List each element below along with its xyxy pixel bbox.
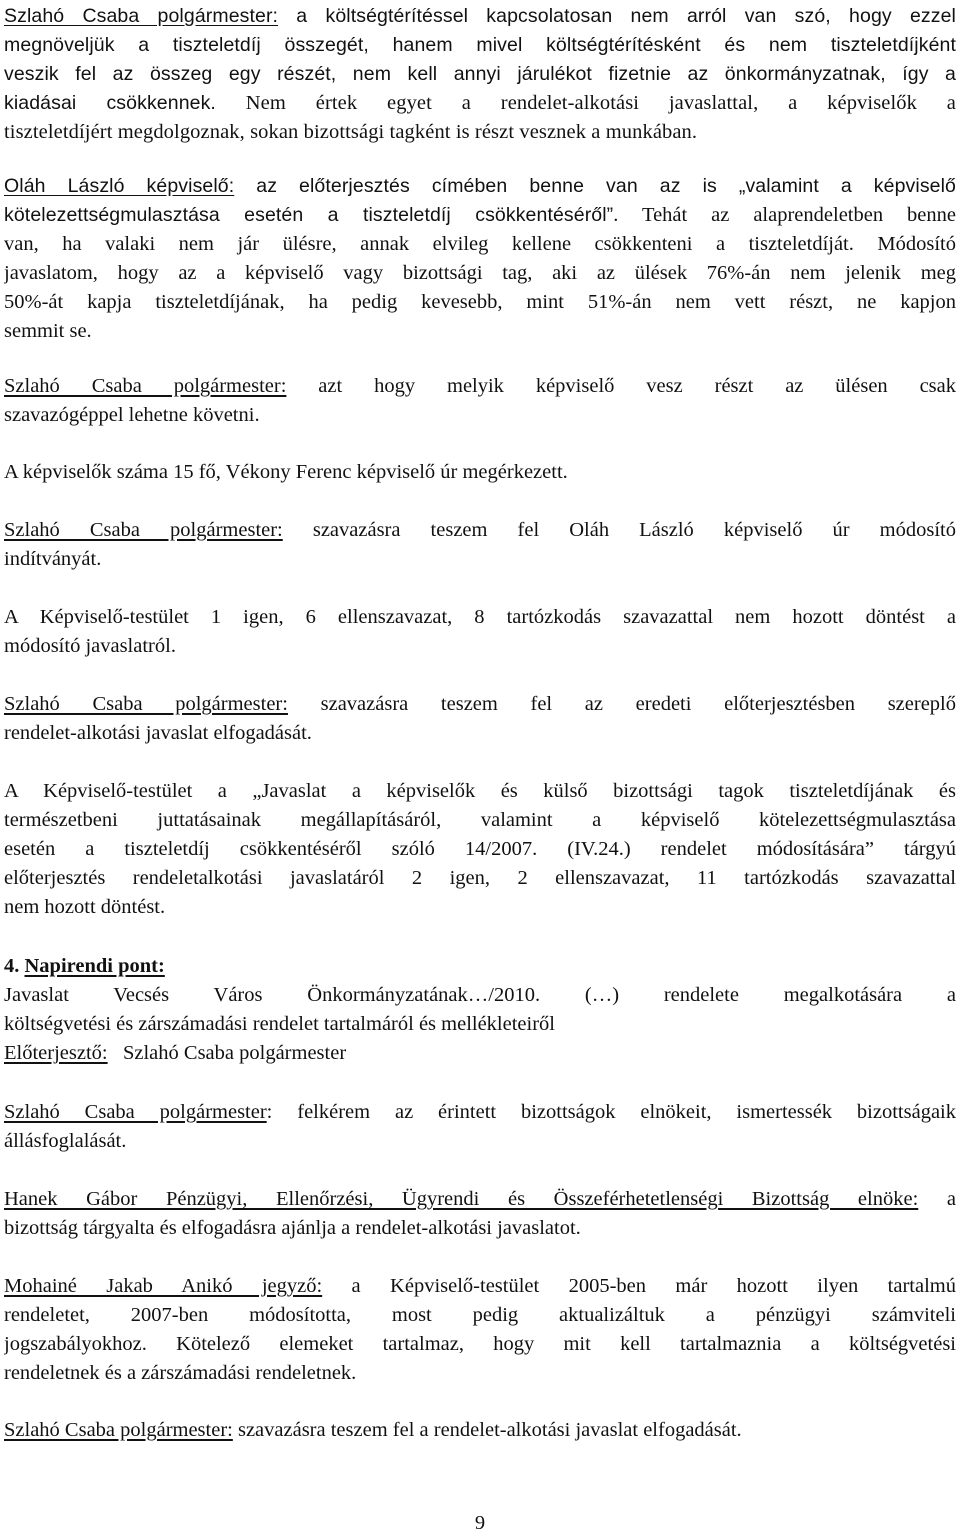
speaker-name: Szlahó Csaba polgármester: [4,5,279,27]
speaker-name: Szlahó Csaba polgármester: [4,1419,233,1441]
speaker-name: Hanek Gábor Pénzügyi, Ellenőrzési, Ügyrendi és Összeférhetetlenségi Bizottság elnöke: [4,1188,919,1210]
agenda-heading: Napirendi pont: [24,955,165,977]
paragraph-vote-result-amendment: A Képviselő-testület 1 igen, 6 ellenszavazat, 8 tartózkodás szavazattal nem hozott döntést a módosító javaslatról. [4,606,956,657]
speaker-name: Szlahó Csaba polgármester: [4,519,283,541]
paragraph-mayor-vote-original: Szlahó Csaba polgármester: szavazásra teszem fel az eredeti előterjesztésben szereplő rendelet-alkotási javaslat elfogadását. [4,693,956,744]
paragraph-mayor-committee-request: Szlahó Csaba polgármester: felkérem az érintett bizottságok elnökeit, ismertessék bizottságaik állásfoglalását. [4,1101,956,1152]
paragraph-olah-proposal: Oláh László képviselő: az előterjesztés címében benne van az is „valamint a képviselő kötelezettségmulasztása esetén a tiszteletdíj csökkentéséről”. Tehát az alaprendeletben benne van, ha valaki nem jár ülésre, annak elvileg kellene csökkenteni a tiszteletdíját. Módosító javaslatom, hogy az a képviselő vagy bizottsági tag, aki az ülések 76%-án nem jelenik meg 50%-át kapja tiszteletdíjának, ha pedig kevesebb, mint 51%-án nem vett részt, ne kapjon semmit se. [4,175,956,342]
speaker-name: Szlahó Csaba polgármester [4,1101,267,1123]
speaker-name: Szlahó Csaba polgármester: [4,375,287,397]
agenda-item-4: 4. Napirendi pont: Javaslat Vecsés Város Önkormányzatának…/2010. (…) rendelete megalkotására a költségvetési és zárszámadási rendelet tartalmáról és mellékleteiről Előterjesztő: Szlahó Csaba polgármester [4,955,956,1064]
speaker-name: Oláh László képviselő: [4,175,235,197]
paragraph-notary: Mohainé Jakab Anikó jegyző: a Képviselő-testület 2005-ben már hozott ilyen tartalmú rendeletet, 2007-ben módosította, most pedig aktualizáltuk a pénzügyi számviteli jogszabályokhoz. Kötelező elemeket tartalmaz, hogy mit kell tartalmaznia a költségvetési rendeletnek és a zárszámadási rendeletnek. [4,1275,956,1384]
paragraph-mayor-final-vote: Szlahó Csaba polgármester: szavazásra teszem fel a rendelet-alkotási javaslat elfogadását. [4,1419,742,1441]
paragraph-committee-chair: Hanek Gábor Pénzügyi, Ellenőrzési, Ügyrendi és Összeférhetetlenségi Bizottság elnöke: a bizottság tárgyalta és elfogadásra ajánlja a rendelet-alkotási javaslatot. [4,1188,956,1239]
speaker-name: Mohainé Jakab Anikó jegyző: [4,1275,323,1297]
speaker-name: Szlahó Csaba polgármester: [4,693,288,715]
paragraph-mayor-voting-machine: Szlahó Csaba polgármester: azt hogy melyik képviselő vesz részt az ülésen csak szavazógéppel lehetne követni. [4,375,956,426]
page-number: 9 [474,1512,486,1534]
paragraph-mayor-cost-reimbursement: Szlahó Csaba polgármester: a költségtérítéssel kapcsolatosan nem arról van szó, hogy ezzel megnöveljük a tiszteletdíj összegét, hanem mivel költségtérítésként és nem tiszteletdíjként veszik fel az összeg egy részét, nem kell annyi járulékot fizetnie az önkormányzatnak, így a kiadásai csökkennek. Nem értek egyet a rendelet-alkotási javaslattal, a képviselők a tiszteletdíjért megdolgoznak, sokan bizottsági tagként is részt vesznek a munkában. [4,5,956,143]
paragraph-mayor-vote-amendment: Szlahó Csaba polgármester: szavazásra teszem fel Oláh László képviselő úr módosító indítványát. [4,519,956,570]
presenter-name: Szlahó Csaba polgármester [122,1042,347,1064]
presenter-label: Előterjesztő: [4,1042,108,1064]
paragraph-vote-result-original: A Képviselő-testület a „Javaslat a képviselők és külső bizottsági tagok tiszteletdíjának és természetbeni juttatásainak megállapításáról, valamint a képviselő kötelezettségmulasztása esetén a tiszteletdíj csökkentéséről szóló 14/2007. (IV.24.) rendelet módosítására” tárgyú előterjesztés rendeletalkotási javaslatáról 2 igen, 2 ellenszavazat, 11 tartózkodás szavazattal nem hozott döntést. [4,780,956,918]
agenda-number: 4. [4,955,20,977]
paragraph-representatives-count: A képviselők száma 15 fő, Vékony Ferenc képviselő úr megérkezett. [4,461,568,483]
